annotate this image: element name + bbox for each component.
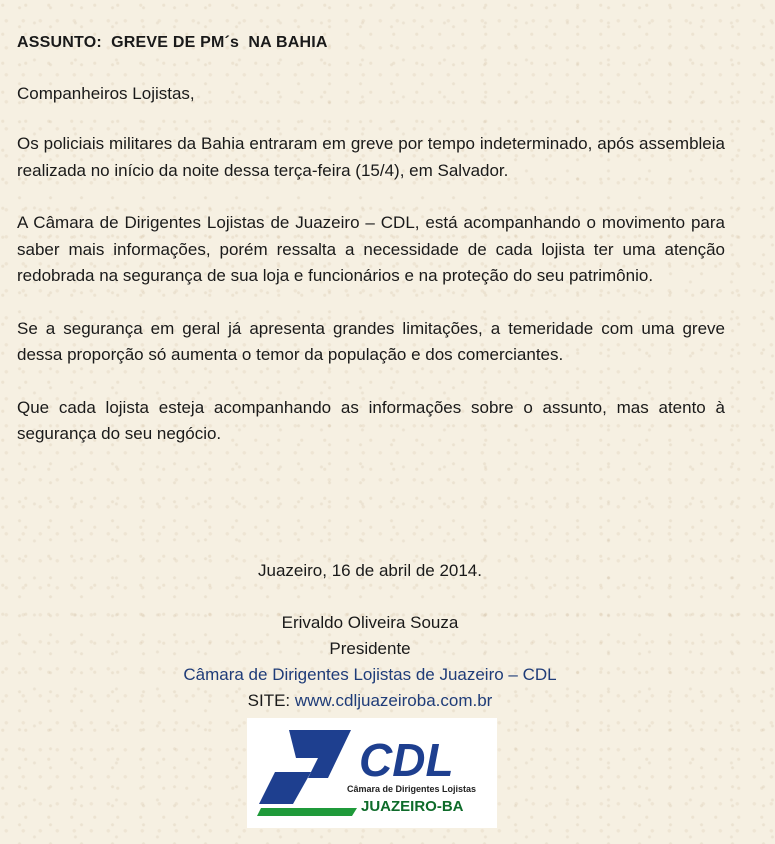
letter-body (17, 0, 725, 448)
signatory-name: Erivaldo Oliveira Souza (281, 613, 459, 632)
site-link[interactable]: www.cdljuazeiroba.com.br (294, 691, 493, 710)
logo-blue-mark-lower (259, 772, 311, 804)
subject-line: ASSUNTO: GREVE DE PM´s NA BAHIA (17, 34, 328, 51)
paragraph-strike-announcement: Os policiais militares da Bahia entraram em greve por tempo indeterminado, após assembleia realizada no início da noite dessa terça-feira (15/4), em Salvador. (17, 134, 725, 180)
cdl-logo-graphic (247, 718, 497, 828)
logo-city: JUAZEIRO-BA (361, 798, 464, 815)
paragraph-cdl-monitoring: A Câmara de Dirigentes Lojistas de Juazeiro – CDL, está acompanhando o movimento para saber mais informações, porém ressalta a necessidade de cada lojista ter uma atenção redobrada na segurança de sua loja e funcionários e na proteção do seu patrimônio. (17, 213, 725, 285)
greeting: Companheiros Lojistas, (17, 84, 195, 103)
logo-subtitle: Câmara de Dirigentes Lojistas (347, 784, 477, 794)
cdl-logo (247, 718, 497, 828)
paragraph-security-concerns: Se a segurança em geral já apresenta grandes limitações, a temeridade com uma greve dessa proporção só aumenta o temor da população e dos comerciantes. (17, 318, 725, 364)
paragraph-recommendation: Que cada lojista esteja acompanhando as informações sobre o assunto, mas atento à segurança do seu negócio. (17, 397, 725, 443)
site-label: SITE: (247, 691, 295, 710)
signatory-title: Presidente (329, 639, 411, 658)
logo-blue-mark (289, 730, 351, 778)
date-line: Juazeiro, 16 de abril de 2014. (258, 561, 482, 580)
logo-acronym: CDL (359, 734, 454, 786)
site-line (0, 688, 740, 714)
organization-name: Câmara de Dirigentes Lojistas de Juazeiro – CDL (183, 665, 557, 684)
logo-green-stripe (257, 808, 357, 816)
